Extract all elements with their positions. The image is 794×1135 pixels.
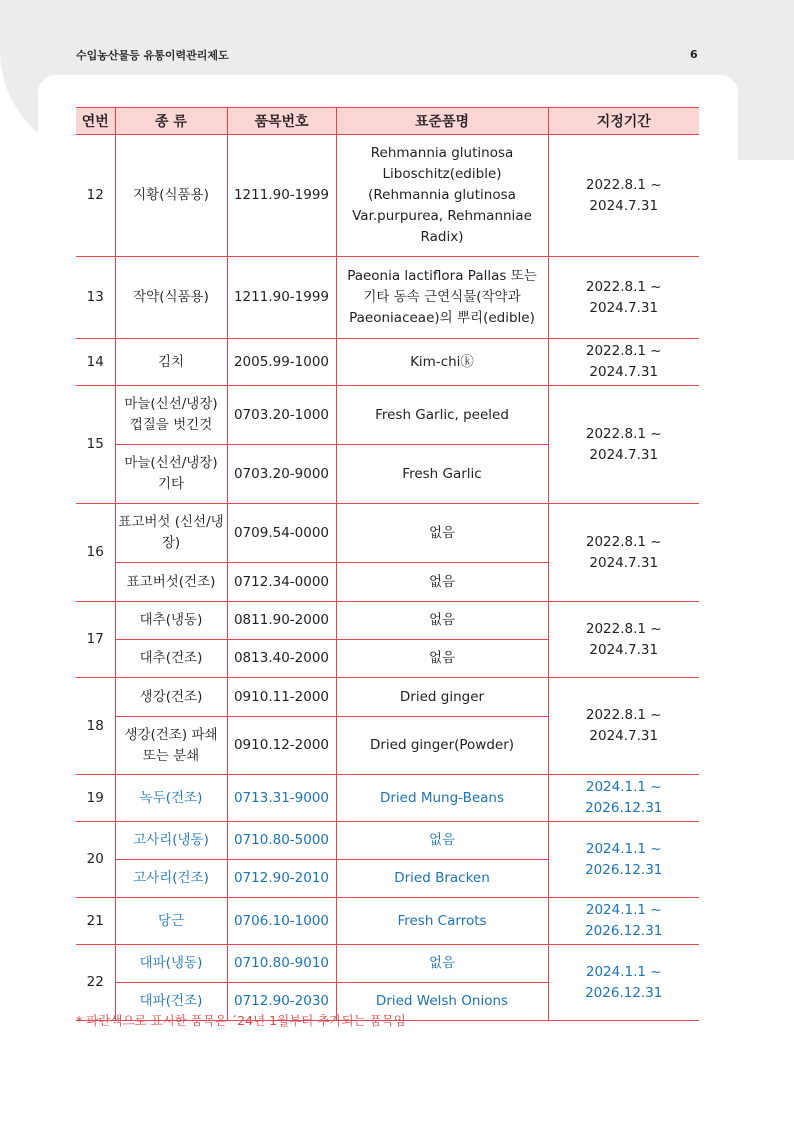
cell-name: Dried Bracken (336, 860, 548, 898)
cell-name: 없음 (336, 504, 548, 563)
cell-name: Fresh Garlic (336, 445, 548, 504)
cell-name: 없음 (336, 945, 548, 983)
cell-period: 2022.8.1 ~ 2024.7.31 (548, 602, 699, 678)
cell-kind: 고사리(냉동) (115, 822, 227, 860)
cell-no: 22 (76, 945, 115, 1021)
cell-code: 0813.40-2000 (227, 640, 336, 678)
distribution-items-table (76, 107, 699, 1021)
cell-period: 2024.1.1 ~ 2026.12.31 (548, 898, 699, 945)
cell-code: 0710.80-9010 (227, 945, 336, 983)
cell-name: Rehmannia glutinosa Liboschitz(edible) (Rehmannia glutinosa Var.purpurea, Rehmanniae Radix) (336, 135, 548, 257)
cell-no: 14 (76, 339, 115, 386)
col-header-period: 지정기간 (548, 108, 699, 135)
cell-no: 16 (76, 504, 115, 602)
cell-kind: 대파(건조) (115, 983, 227, 1021)
cell-kind: 마늘(신선/냉장) 기타 (115, 445, 227, 504)
cell-name: Paeonia lactiflora Pallas 또는 기타 동속 근연식물(작약과 Paeoniaceae)의 뿌리(edible) (336, 257, 548, 339)
cell-code: 0703.20-1000 (227, 386, 336, 445)
cell-kind: 대추(건조) (115, 640, 227, 678)
cell-kind: 작약(식품용) (115, 257, 227, 339)
col-header-no: 연번 (76, 108, 115, 135)
col-header-code: 품목번호 (227, 108, 336, 135)
running-header-title: 수입농산물등 유통이력관리제도 (76, 49, 229, 62)
cell-period: 2022.8.1 ~ 2024.7.31 (548, 386, 699, 504)
cell-kind: 당근 (115, 898, 227, 945)
cell-name: Kim-chiⓚ (336, 339, 548, 386)
cell-code: 0811.90-2000 (227, 602, 336, 640)
cell-period: 2024.1.1 ~ 2026.12.31 (548, 775, 699, 822)
cell-no: 18 (76, 678, 115, 775)
cell-kind: 표고버섯 (신선/냉장) (115, 504, 227, 563)
table-row (76, 898, 699, 945)
cell-code: 0713.31-9000 (227, 775, 336, 822)
table-row (76, 678, 699, 717)
page-number: 6 (690, 48, 698, 61)
cell-code: 1211.90-1999 (227, 135, 336, 257)
cell-name: Dried Welsh Onions (336, 983, 548, 1021)
table-row (76, 602, 699, 640)
cell-code: 0712.90-2010 (227, 860, 336, 898)
cell-period: 2022.8.1 ~ 2024.7.31 (548, 257, 699, 339)
footnote: * 파란색으로 표시한 품목은 ´24년 1월부터 추가되는 품목임 (76, 1013, 406, 1028)
cell-name: 없음 (336, 563, 548, 602)
table-row (76, 386, 699, 445)
cell-kind: 표고버섯(건조) (115, 563, 227, 602)
table-row (76, 257, 699, 339)
cell-no: 20 (76, 822, 115, 898)
col-header-name: 표준품명 (336, 108, 548, 135)
table-row (76, 822, 699, 860)
cell-kind: 마늘(신선/냉장) 껍질을 벗긴것 (115, 386, 227, 445)
cell-period: 2024.1.1 ~ 2026.12.31 (548, 945, 699, 1021)
cell-kind: 지황(식품용) (115, 135, 227, 257)
table-row (76, 775, 699, 822)
cell-name: Dried ginger(Powder) (336, 717, 548, 775)
cell-no: 17 (76, 602, 115, 678)
cell-no: 19 (76, 775, 115, 822)
cell-period: 2024.1.1 ~ 2026.12.31 (548, 822, 699, 898)
cell-kind: 대추(냉동) (115, 602, 227, 640)
cell-name: 없음 (336, 602, 548, 640)
cell-no: 21 (76, 898, 115, 945)
cell-kind: 고사리(건조) (115, 860, 227, 898)
cell-kind: 생강(건조) (115, 678, 227, 717)
table-row (76, 945, 699, 983)
table-row (76, 339, 699, 386)
cell-name: 없음 (336, 822, 548, 860)
cell-no: 15 (76, 386, 115, 504)
cell-code: 0910.12-2000 (227, 717, 336, 775)
cell-code: 0712.34-0000 (227, 563, 336, 602)
cell-no: 13 (76, 257, 115, 339)
cell-kind: 김치 (115, 339, 227, 386)
cell-code: 0706.10-1000 (227, 898, 336, 945)
cell-code: 0703.20-9000 (227, 445, 336, 504)
cell-name: Dried ginger (336, 678, 548, 717)
cell-code: 0709.54-0000 (227, 504, 336, 563)
cell-kind: 대파(냉동) (115, 945, 227, 983)
cell-period: 2022.8.1 ~ 2024.7.31 (548, 135, 699, 257)
col-header-kind: 종 류 (115, 108, 227, 135)
table-header-row (76, 108, 699, 135)
cell-code: 1211.90-1999 (227, 257, 336, 339)
cell-name: Fresh Carrots (336, 898, 548, 945)
cell-code: 0712.90-2030 (227, 983, 336, 1021)
cell-name: 없음 (336, 640, 548, 678)
cell-period: 2022.8.1 ~ 2024.7.31 (548, 678, 699, 775)
cell-name: Dried Mung-Beans (336, 775, 548, 822)
table-row (76, 135, 699, 257)
cell-no: 12 (76, 135, 115, 257)
cell-period: 2022.8.1 ~ 2024.7.31 (548, 504, 699, 602)
header-background-right (738, 75, 794, 160)
cell-code: 0710.80-5000 (227, 822, 336, 860)
cell-kind: 녹두(건조) (115, 775, 227, 822)
cell-code: 0910.11-2000 (227, 678, 336, 717)
cell-name: Fresh Garlic, peeled (336, 386, 548, 445)
cell-kind: 생강(건조) 파쇄 또는 분쇄 (115, 717, 227, 775)
table-row (76, 504, 699, 563)
cell-period: 2022.8.1 ~ 2024.7.31 (548, 339, 699, 386)
cell-code: 2005.99-1000 (227, 339, 336, 386)
